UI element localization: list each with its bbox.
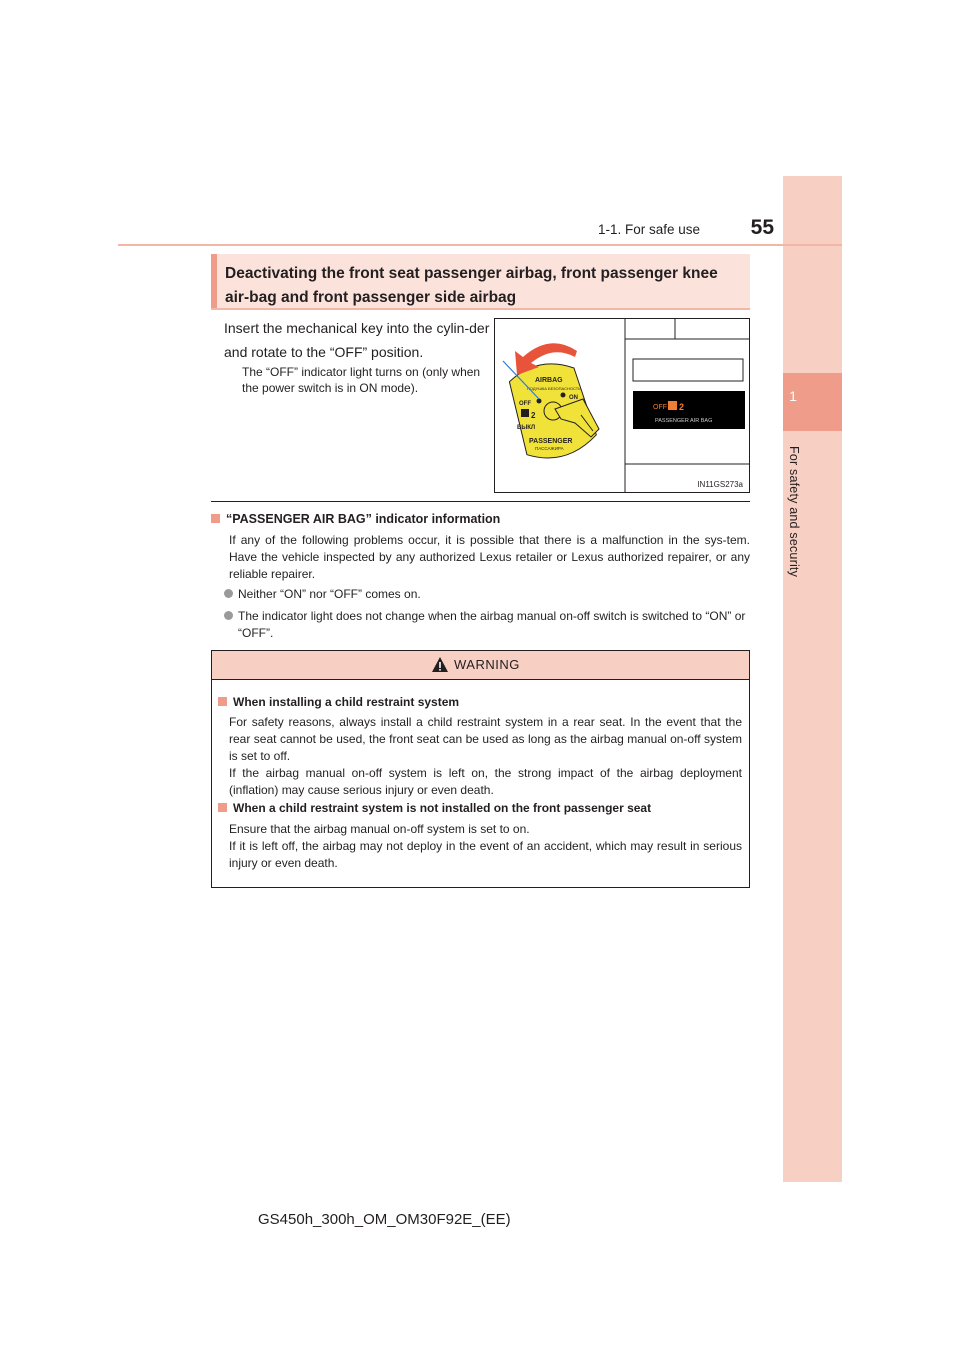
section-heading: Deactivating the front seat passenger airbag, front passenger knee air-bag and front passenger side airbag [225, 265, 718, 306]
instruction-note: The “OFF” indicator light turns on (only when the power switch is in ON mode). [242, 365, 481, 395]
square-bullet-icon [211, 514, 220, 523]
warning-item-text: If the airbag manual on-off system is left on, the strong impact of the airbag deployment (inflation) may cause serious injury or even death. [229, 766, 742, 797]
warning-title: WARNING [454, 657, 520, 672]
warning-item-text: For safety reasons, always install a child restraint system in a rear seat. In the event that the rear seat cannot be used, the front seat can be used as long as the airbag manual on-off system is set to off. [229, 715, 742, 763]
switch-cyrillic-off-label: ВЫКЛ [517, 425, 536, 431]
square-bullet-icon [218, 697, 227, 706]
switch-on-label: ON [569, 395, 578, 401]
svg-text:2: 2 [531, 411, 536, 420]
heading-accent-bar [211, 254, 217, 308]
warning-item-text: Ensure that the airbag manual on-off system is set to on. [229, 822, 530, 836]
document-code: GS450h_300h_OM_OM30F92E_(EE) [258, 1211, 511, 1228]
chapter-number: 1 [789, 388, 797, 404]
panel-off-label: OFF [653, 404, 667, 411]
list-item: The indicator light does not change when the airbag manual on-off switch is switched to “ON” or “OFF”. [224, 608, 750, 642]
switch-off-label: OFF [519, 401, 531, 407]
airbag-switch-illustration [494, 318, 750, 493]
switch-airbag-label: AIRBAG [535, 377, 563, 384]
chapter-side-tab [783, 176, 842, 1182]
chapter-title: For safety and security [787, 446, 801, 578]
list-item: Neither “ON” nor “OFF” comes on. [224, 586, 750, 603]
running-header-section: 1-1. For safe use [597, 222, 700, 237]
round-bullet-icon [224, 611, 233, 620]
section-heading-box [211, 254, 750, 310]
svg-text:2: 2 [679, 402, 685, 412]
indicator-info-body: If any of the following problems occur, it is possible that there is a malfunction in the sys-tem. Have the vehicle inspected by any authorized Lexus retailer or Lexus authorized repairer, or any reliable repairer. [229, 533, 750, 581]
warning-triangle-icon [431, 656, 449, 674]
page-number: 55 [750, 216, 774, 239]
square-bullet-icon [218, 803, 227, 812]
switch-cyrillic-passenger-label: ПАССАЖИРА [535, 446, 564, 451]
warning-item-heading: When installing a child restraint system [218, 695, 743, 709]
warning-item-heading: When a child restraint system is not installed on the front passenger seat [218, 801, 743, 815]
header-rule [118, 244, 842, 246]
warning-box [211, 650, 750, 888]
section-divider [211, 501, 750, 502]
airbag-switch-drawing [495, 319, 750, 493]
illustration-code: IN11GS273a [697, 480, 743, 489]
indicator-info-title: “PASSENGER AIR BAG” indicator information [211, 512, 750, 526]
panel-passenger-airbag-label: PASSENGER AIR BAG [655, 418, 713, 424]
switch-passenger-label: PASSENGER [529, 438, 573, 445]
instruction-text: Insert the mechanical key into the cylin-der and rotate to the “OFF” position. [224, 320, 490, 360]
warning-item-text: If it is left off, the airbag may not deploy in the event of an accident, which may result in serious injury or even death. [229, 839, 742, 870]
warning-header [212, 651, 749, 680]
round-bullet-icon [224, 589, 233, 598]
switch-cyrillic-top-label: ПОДУШКА БЕЗОПАСНОСТИ [527, 386, 582, 391]
